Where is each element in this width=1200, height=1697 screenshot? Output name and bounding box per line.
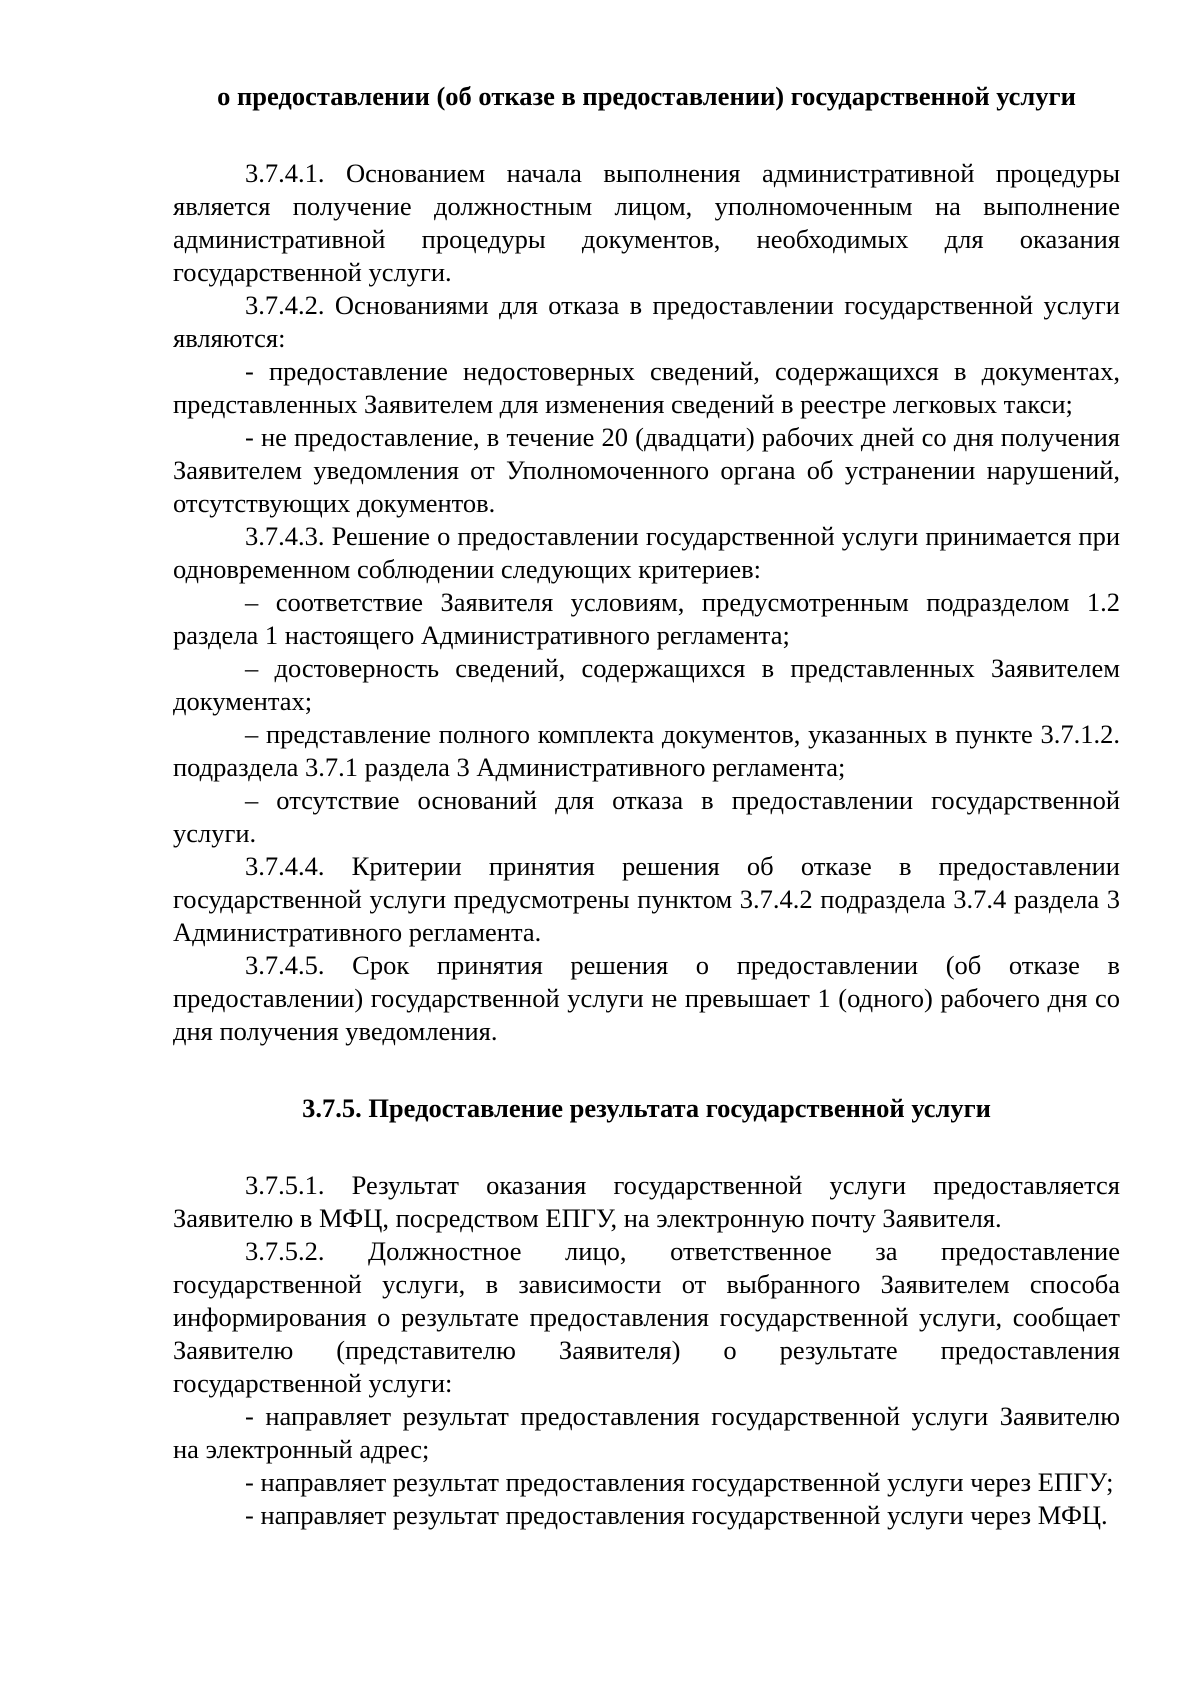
paragraph-3-7-5-2: 3.7.5.2. Должностное лицо, ответственное за предоставление государственной услуги, в зависимости от выбранного Заявителем способа информирования о результате предоставления государственной услуги, сообщает Заявителю (представителю Заявителя) о результате предоставления государственной услуги: <box>173 1236 1120 1398</box>
paragraph-3-7-4-5: 3.7.4.5. Срок принятия решения о предоставлении (об отказе в предоставлении) государственной услуги не превышает 1 (одного) рабочего дня со дня получения уведомления. <box>173 950 1120 1046</box>
paragraph-3-7-4-4: 3.7.4.4. Критерии принятия решения об отказе в предоставлении государственной услуги предусмотрены пунктом 3.7.4.2 подраздела 3.7.4 раздела 3 Административного регламента. <box>173 851 1120 947</box>
list-item-missing-documents: - не предоставление, в течение 20 (двадцати) рабочих дней со дня получения Заявителем уведомления от Уполномоченного органа об устранении нарушений, отсутствующих документов. <box>173 422 1120 518</box>
list-item-result-email: - направляет результат предоставления государственной услуги Заявителю на электронный адрес; <box>173 1401 1120 1464</box>
section-heading-3-7-5: 3.7.5. Предоставление результата государственной услуги <box>302 1093 991 1123</box>
list-item-unreliable-info: - предоставление недостоверных сведений, содержащихся в документах, представленных Заявителем для изменения сведений в реестре легковых такси; <box>173 356 1120 419</box>
paragraph-3-7-5-1: 3.7.5.1. Результат оказания государственной услуги предоставляется Заявителю в МФЦ, посредством ЕПГУ, на электронную почту Заявителя. <box>173 1170 1120 1233</box>
paragraph-3-7-4-1: 3.7.4.1. Основанием начала выполнения административной процедуры является получение должностным лицом, уполномоченным на выполнение административной процедуры документов, необходимых для оказания государственной услуги. <box>173 158 1120 287</box>
list-item-result-epgu: - направляет результат предоставления государственной услуги через ЕПГУ; <box>245 1467 1114 1497</box>
document-page <box>173 80 1120 1532</box>
list-item-result-mfc: - направляет результат предоставления государственной услуги через МФЦ. <box>245 1500 1108 1530</box>
section-heading-3-7-4: о предоставлении (об отказе в предоставлении) государственной услуги <box>217 81 1076 111</box>
list-item-criteria-compliance: – соответствие Заявителя условиям, предусмотренным подразделом 1.2 раздела 1 настоящего Административного регламента; <box>173 587 1120 650</box>
paragraph-3-7-4-2: 3.7.4.2. Основаниями для отказа в предоставлении государственной услуги являются: <box>173 290 1120 353</box>
list-item-criteria-no-grounds: – отсутствие оснований для отказа в предоставлении государственной услуги. <box>173 785 1120 848</box>
paragraph-3-7-4-3: 3.7.4.3. Решение о предоставлении государственной услуги принимается при одновременном соблюдении следующих критериев: <box>173 521 1120 584</box>
list-item-criteria-complete-set: – представление полного комплекта документов, указанных в пункте 3.7.1.2. подраздела 3.7.1 раздела 3 Административного регламента; <box>173 719 1120 782</box>
list-item-criteria-reliability: – достоверность сведений, содержащихся в представленных Заявителем документах; <box>173 653 1120 716</box>
